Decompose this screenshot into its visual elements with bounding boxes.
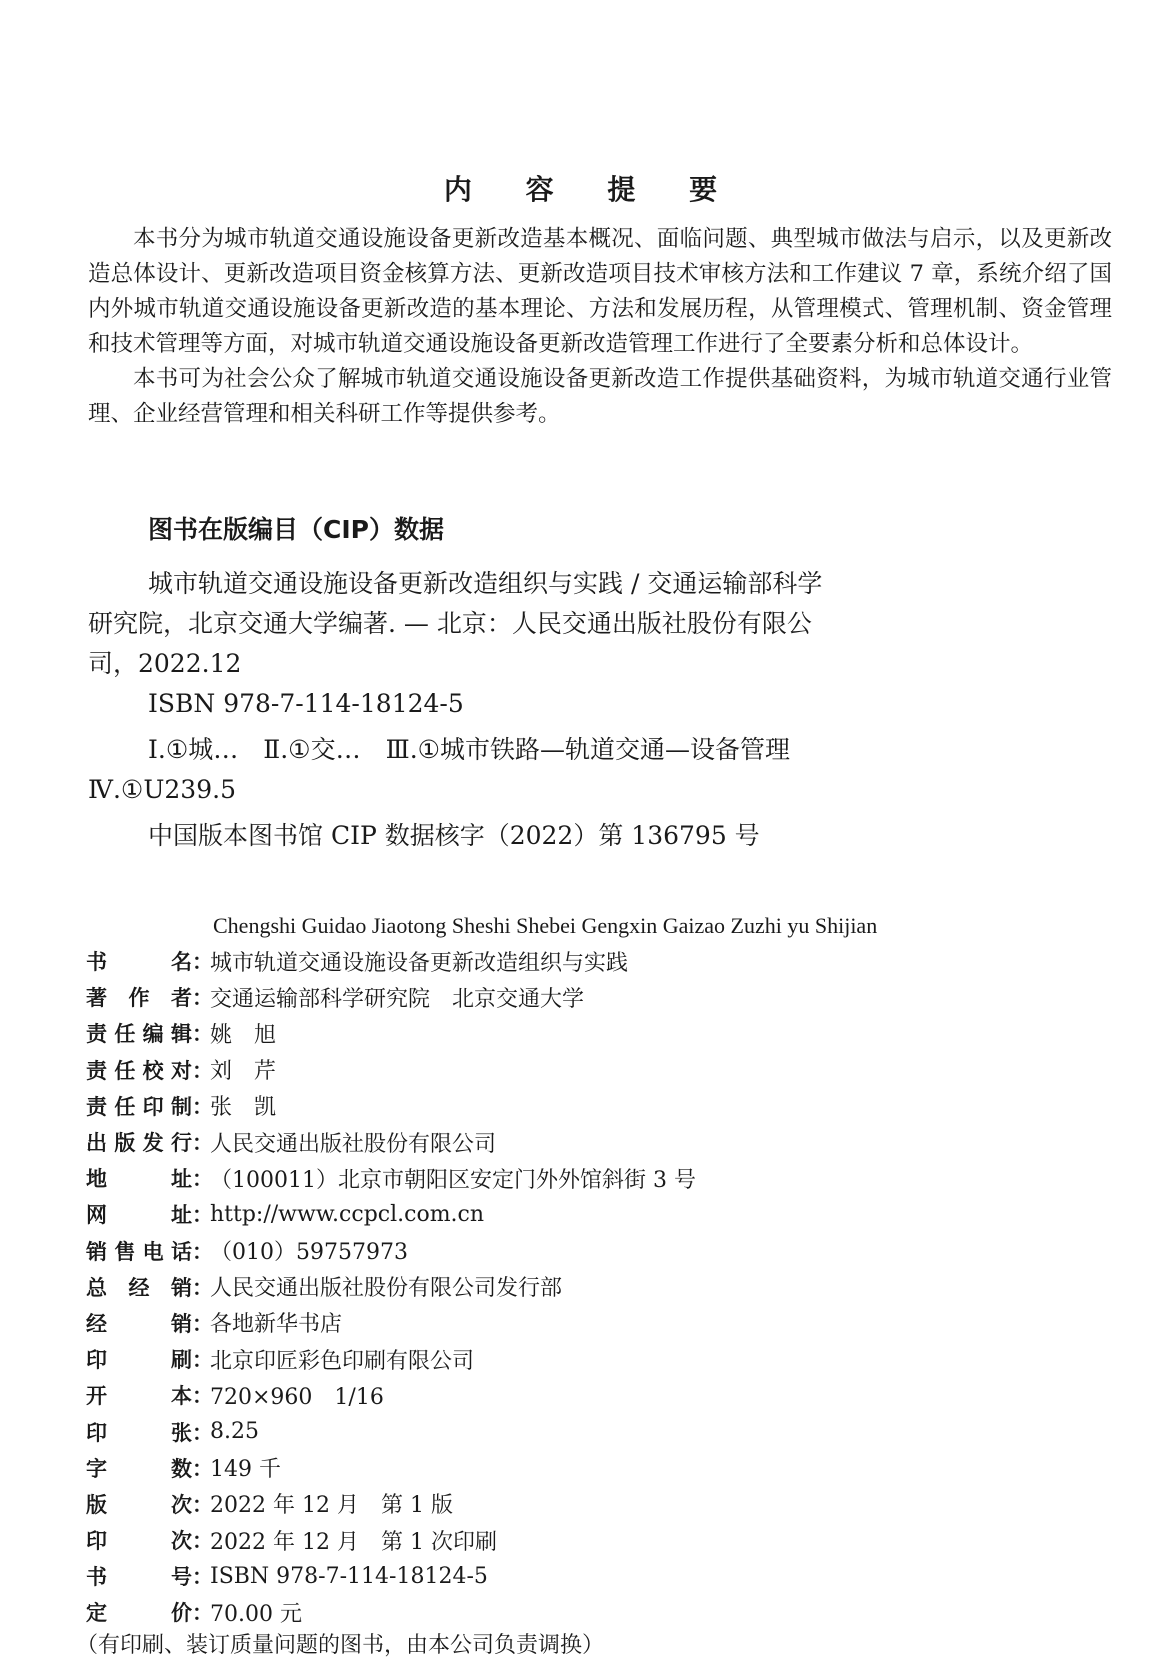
colophon-row xyxy=(86,1413,1086,1449)
summary-paragraph: 本书分为城市轨道交通设施设备更新改造基本概况、面临问题、典型城市做法与启示，以及更新改造总体设计、更新改造项目资金核算方法、更新改造项目技术审核方法和工作建议 7 章，系统介绍了国内外城市轨道交通设施设备更新改造的基本理论、方法和发展历程，从管理模式、管理机制、资金管理和技术管理等方面，对城市轨道交通设施设备更新改造管理工作进行了全要素分析和总体设计。 xyxy=(88,226,1112,357)
colophon-value: 城市轨道交通设施设备更新改造组织与实践 xyxy=(210,950,629,976)
pinyin-title: Chengshi Guidao Jiaotong Sheshi Shebei Gengxin Gaizao Zuzhi yu Shijian xyxy=(213,913,878,938)
colophon-colon: ： xyxy=(192,1456,213,1481)
summary-title: 内 容 提 要 xyxy=(443,173,740,206)
colophon-value: （010）59757973 xyxy=(210,1240,408,1266)
colophon-row xyxy=(86,1233,1086,1269)
colophon-value: 2022 年 12 月 第 1 次印刷 xyxy=(210,1529,497,1555)
colophon-colon: ： xyxy=(192,1348,213,1373)
colophon-value: 720×960 1/16 xyxy=(210,1384,384,1410)
colophon-label: 出 版 发 行 xyxy=(86,1131,192,1156)
colophon-label: 总 经 销 xyxy=(86,1275,192,1300)
colophon-colon: ： xyxy=(192,1094,213,1119)
colophon-colon: ： xyxy=(192,1420,213,1445)
colophon-colon: ： xyxy=(192,1601,213,1626)
colophon-colon: ： xyxy=(192,1529,213,1554)
colophon-colon: ： xyxy=(192,1384,213,1409)
colophon-label: 开 本 xyxy=(86,1384,192,1409)
colophon-label: 经 销 xyxy=(86,1311,192,1336)
colophon-label: 书 名 xyxy=(86,950,192,975)
colophon-colon: ： xyxy=(192,986,213,1011)
colophon-footnote: （有印刷、装订质量问题的图书，由本公司负责调换） xyxy=(76,1633,605,1658)
colophon-row xyxy=(86,979,1086,1015)
colophon-label: 著 作 者 xyxy=(86,986,192,1011)
colophon-value: 人民交通出版社股份有限公司 xyxy=(210,1131,497,1157)
colophon-label: 版 次 xyxy=(86,1492,192,1517)
colophon-label: 定 价 xyxy=(86,1601,192,1626)
colophon-label: 印 刷 xyxy=(86,1348,192,1373)
cip-classification: Ⅰ.①城… Ⅱ.①交… Ⅲ.①城市铁路—轨道交通—设备管理 Ⅳ.①U239.5 xyxy=(88,735,816,804)
colophon-label: 责 任 印 制 xyxy=(86,1094,192,1119)
colophon-value: 149 千 xyxy=(210,1457,281,1483)
colophon-value: 交通运输部科学研究院 北京交通大学 xyxy=(210,986,585,1012)
colophon-row xyxy=(86,1015,1086,1051)
colophon-value: 2022 年 12 月 第 1 版 xyxy=(210,1493,453,1519)
colophon-value: 人民交通出版社股份有限公司发行部 xyxy=(210,1276,563,1302)
colophon-row xyxy=(86,1124,1086,1160)
colophon-colon: ： xyxy=(192,1275,213,1300)
colophon-label: 书 号 xyxy=(86,1565,192,1590)
colophon-colon: ： xyxy=(192,1565,213,1590)
colophon-colon: ： xyxy=(192,1058,213,1083)
colophon-colon: ： xyxy=(192,1492,213,1517)
cip-heading: 图书在版编目（CIP）数据 xyxy=(148,515,444,544)
cip-record xyxy=(88,564,828,856)
colophon-row xyxy=(86,1305,1086,1341)
colophon-row xyxy=(86,1558,1086,1594)
colophon-colon: ： xyxy=(192,1239,213,1264)
colophon-value: 各地新华书店 xyxy=(210,1312,343,1338)
colophon-label: 字 数 xyxy=(86,1456,192,1481)
colophon-value: 刘 芹 xyxy=(210,1059,277,1085)
colophon-row xyxy=(86,1594,1086,1630)
colophon-row xyxy=(86,1052,1086,1088)
colophon-row xyxy=(86,1450,1086,1486)
colophon-value: 北京印匠彩色印刷有限公司 xyxy=(210,1348,475,1374)
colophon-row xyxy=(86,1160,1086,1196)
colophon-row xyxy=(86,1341,1086,1377)
colophon-row xyxy=(86,1377,1086,1413)
colophon-label: 责 任 校 对 xyxy=(86,1058,192,1083)
cip-isbn: ISBN 978-7-114-18124-5 xyxy=(148,689,464,718)
colophon-table xyxy=(86,943,1086,1631)
colophon-value: ISBN 978-7-114-18124-5 xyxy=(210,1563,488,1589)
colophon-value: （100011）北京市朝阳区安定门外外馆斜街 3 号 xyxy=(210,1167,696,1193)
colophon-label: 地 址 xyxy=(86,1167,192,1192)
summary-paragraph: 本书可为社会公众了解城市轨道交通设施设备更新改造工作提供基础资料，为城市轨道交通行业管理、企业经营管理和相关科研工作等提供参考。 xyxy=(88,366,1112,427)
colophon-row xyxy=(86,943,1086,979)
colophon-value: 70.00 元 xyxy=(210,1601,302,1627)
colophon-label: 销 售 电 话 xyxy=(86,1239,192,1264)
cip-number: 中国版本图书馆 CIP 数据核字（2022）第 136795 号 xyxy=(148,821,760,850)
colophon-colon: ： xyxy=(192,1131,213,1156)
colophon-value: 张 凯 xyxy=(210,1095,277,1121)
colophon-label: 印 次 xyxy=(86,1529,192,1554)
colophon-colon: ： xyxy=(192,1203,213,1228)
colophon-row xyxy=(86,1522,1086,1558)
colophon-colon: ： xyxy=(192,1311,213,1336)
colophon-label: 印 张 xyxy=(86,1420,192,1445)
summary-body xyxy=(88,222,1112,432)
colophon-row xyxy=(86,1088,1086,1124)
colophon-row xyxy=(86,1196,1086,1232)
colophon-colon: ： xyxy=(192,1022,213,1047)
colophon-value: 8.25 xyxy=(210,1419,259,1445)
colophon-label: 责 任 编 辑 xyxy=(86,1022,192,1047)
colophon-row xyxy=(86,1486,1086,1522)
colophon-row xyxy=(86,1269,1086,1305)
colophon-colon: ： xyxy=(192,950,213,975)
colophon-value: http://www.ccpcl.com.cn xyxy=(210,1201,485,1227)
cip-description: 城市轨道交通设施设备更新改造组织与实践 / 交通运输部科学研究院，北京交通大学编著. — 北京：人民交通出版社股份有限公司，2022.12 xyxy=(88,569,823,678)
colophon-label: 网 址 xyxy=(86,1203,192,1228)
colophon-value: 姚 旭 xyxy=(210,1022,277,1048)
colophon-colon: ： xyxy=(192,1167,213,1192)
